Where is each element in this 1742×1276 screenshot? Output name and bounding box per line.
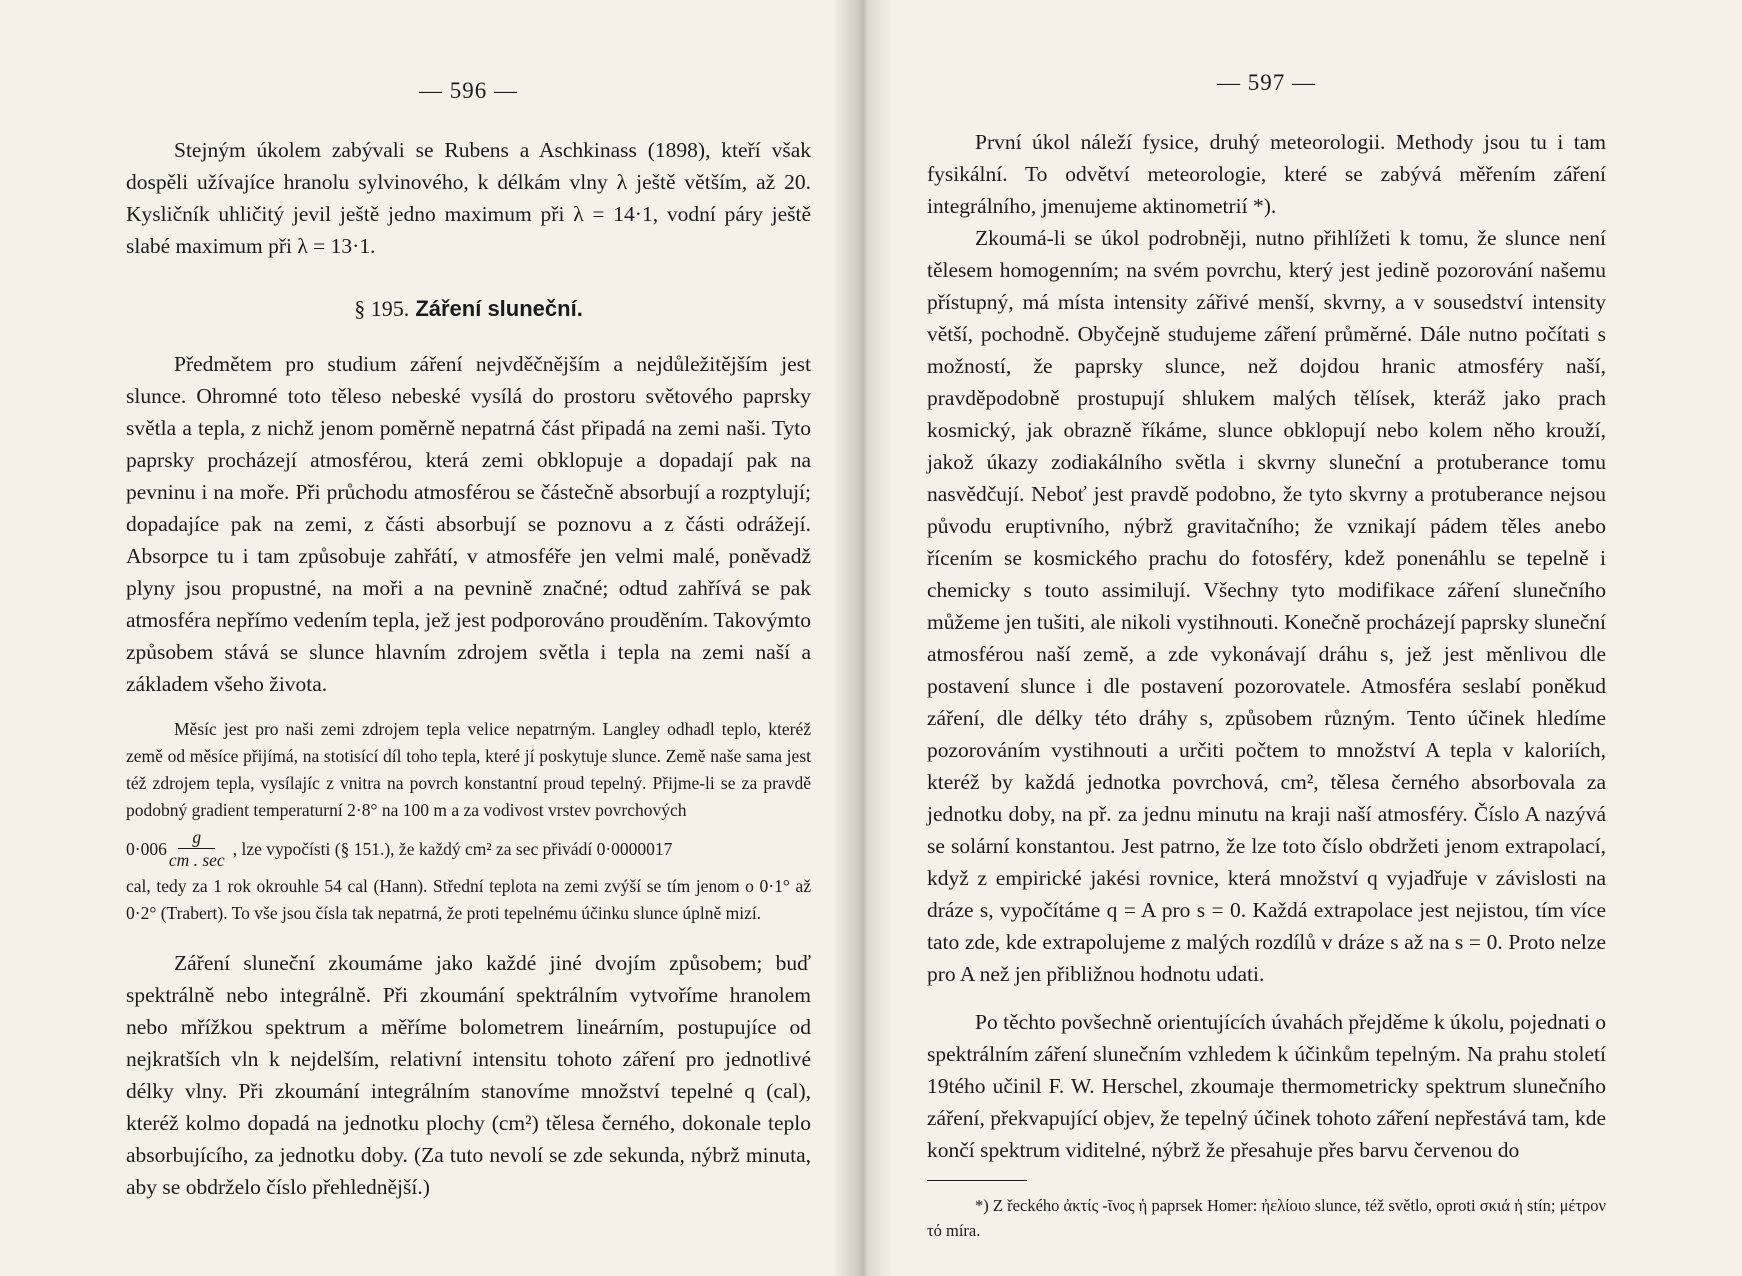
right-page — [871, 0, 1742, 1276]
book-gutter — [832, 0, 892, 1276]
page-number-right: — 597 — — [1217, 70, 1316, 95]
last-paragraph: Záření sluneční zkoumáme jako každé jiné dvojím způsobem; buď spektrálně nebo integrálně. Při zkoumání spektrálním vytvoříme hranolem nebo mřížkou spektrum a měříme bolometrem lineárním, postupujíce od nejkratších vln k nejdelším, relativní intensitu tohoto záření pro jednotlivé délky vlny. Při zkoumání integrálním stanovíme množství tepelné q (cal), kteréž kolmo dopadá na jednotku plochy (cm²) tělesa černého, dokonale teplo absorbujícího, za jednotku doby. (Za tuto nevolí se zde sekunda, nýbrž minuta, aby se obdrželo číslo přehlednější.) — [126, 951, 811, 1199]
right-paragraph-2: Zkoumá-li se úkol podrobněji, nutno přihlížeti k tomu, že slunce není tělesem homogenním; na svém povrchu, který jest jedině pozorování našemu přístupný, má místa intensity zářivé menší, skvrny, a v sousedství intensity větší, pochodně. Obyčejně studujeme záření průměrné. Dále nutno počítati s možností, že paprsky slunce, než dojdou hranic atmosféry naší, pravděpodobně prostupují shlukem malých tělísek, kteráž jako prach kosmický, jak obrazně říkáme, slunce obklopují nebo kolem něho krouží, jakož úkazy zodiakálního světla i skvrny sluneční a protuberance tomu nasvědčují. Neboť jest pravdě podobno, že tyto skvrny a protuberance nejsou původu eruptivního, nýbrž gravitačního; že vznikají pádem těles anebo řícením se kosmického prachu do fotosféry, kdež ponenáhlu se tepelně i chemicky s touto assimilují. Všechny tyto modifikace záření slunečního můžeme jen tušiti, ale nikoli vystihnouti. Konečně procházejí paprsky sluneční atmosférou naší země, a zde vykonávají dráhu s, jež jest měnlivou dle postavení slunce i dle postavení pozorovatele. Atmosféra seslabí poněkud záření, dle délky této dráhy s, způsobem různým. Tento účinek hledíme pozorováním vystihnouti a určiti počtem to množství A tepla v kaloriích, kteréž by každá jednotka povrchová, cm², tělesa černého absorbovala za jednotku doby, na př. za jednu minutu na kraji naší atmosféry. Číslo A nazývá se solární konstantou. Jest patrno, že lze toto číslo obdržeti jenom extrapolací, když z empirické jakési rovnice, která množství q vyjadřuje v závislosti na dráze s, vypočítáme q = A pro s = 0. Každá extrapolace jest nejistou, tím více tato zde, kde extrapolujeme z malých rozdílů v dráze s až na s = 0. Proto nelze pro A než jen přibližnou hodnotu udati. — [927, 226, 1606, 986]
formula-fraction — [169, 826, 225, 871]
page-number-left: — 596 — — [419, 78, 518, 103]
main-paragraph: Předmětem pro studium záření nejvděčnějším a nejdůležitějším jest slunce. Ohromné toto těleso nebeské vysílá do prostoru světového paprsky světla a tepla, z nichž jenom poměrně nepatrná část připadá na zemi naši. Tyto paprsky procházejí atmosférou, která zemi obklopuje a dopadají pak na pevninu i na moře. Při průchodu atmosférou se částečně absorbují a rozptylují; dopadajíce pak na zemi, z části absorbují se poznovu a z části odrážejí. Absorpce tu i tam způsobuje zahřátí, v atmosféře jen velmi malé, poněvadž plyny jsou propustné, na moři a na pevnině značné; odtud zahřívá se pak atmosféra nepřímo vedením tepla, jež jest podporováno prouděním. Takovýmto způsobem stává se slunce hlavním zdrojem světla i tepla na zemi naší a základem všeho života. — [126, 352, 811, 696]
section-mark: § 195. — [354, 296, 410, 321]
section-heading — [126, 296, 811, 322]
formula-suffix: , lze vypočísti (§ 151.), že každý cm² za sec přivádí 0·0000017 — [232, 838, 673, 859]
footnote: *) Z řeckého ἀκτίς -ῖνος ἡ paprsek Homer: ἠελίοιο slunce, též světlo, oproti σκιά ἡ stín; μέτρον τό míra. — [927, 1196, 1606, 1240]
right-paragraph-3: Po těchto povšechně orientujících úvahách přejděme k úkolu, pojednati o spektrálním záření slunečním vzhledem k účinkům tepelným. Na prahu století 19tého učinil F. W. Herschel, zkoumaje thermometricky spektrum slunečního záření, překvapující objev, že tepelný účinek tohoto záření nepřestává tam, kde končí spektrum viditelné, nýbrž že přesahuje přes barvu červenou do — [927, 1010, 1606, 1162]
formula-numerator: g — [178, 826, 215, 849]
right-paragraph-1: První úkol náleží fysice, druhý meteorologii. Methody jsou tu i tam fysikální. To odvětví meteorologie, které se zabývá měřením záření integrálního, jmenujeme aktinometrií *). — [927, 130, 1606, 218]
section-title: Záření sluneční. — [415, 296, 583, 321]
formula-denominator: cm . sec — [168, 850, 225, 870]
formula-line — [126, 826, 811, 871]
intro-paragraph: Stejným úkolem zabývali se Rubens a Aschkinass (1898), kteří však dospěli užívajíce hranolu sylvinového, k délkám vlny λ ještě větším, až 20. Kysličník uhličitý jevil ještě jedno maximum při λ = 14·1, vodní páry ještě slabé maximum při λ = 13·1. — [126, 138, 811, 258]
small-print-block — [126, 716, 811, 927]
footnote-rule — [927, 1180, 1027, 1181]
formula-prefix: 0·006 — [126, 838, 167, 859]
small-paragraph-1: Měsíc jest pro naši zemi zdrojem tepla velice nepatrným. Langley odhadl teplo, kteréž země od měsíce přijímá, na stotisící díl toho tepla, které jí poskytuje slunce. Země naše sama jest též zdrojem tepla, vysílajíc z vnitra na povrch konstantní proud tepelný. Přijme-li se za pravdě podobný gradient temperaturní 2·8° na 100 m a za vodivost vrstev povrchových — [126, 719, 811, 820]
small-paragraph-2: cal, tedy za 1 rok okrouhle 54 cal (Hann). Střední teplota na zemi zvýší se tím jenom o 0·1° až 0·2° (Trabert). To vše jsou čísla tak nepatrná, že proti tepelnému účinku slunce úplně mizí. — [126, 876, 811, 923]
